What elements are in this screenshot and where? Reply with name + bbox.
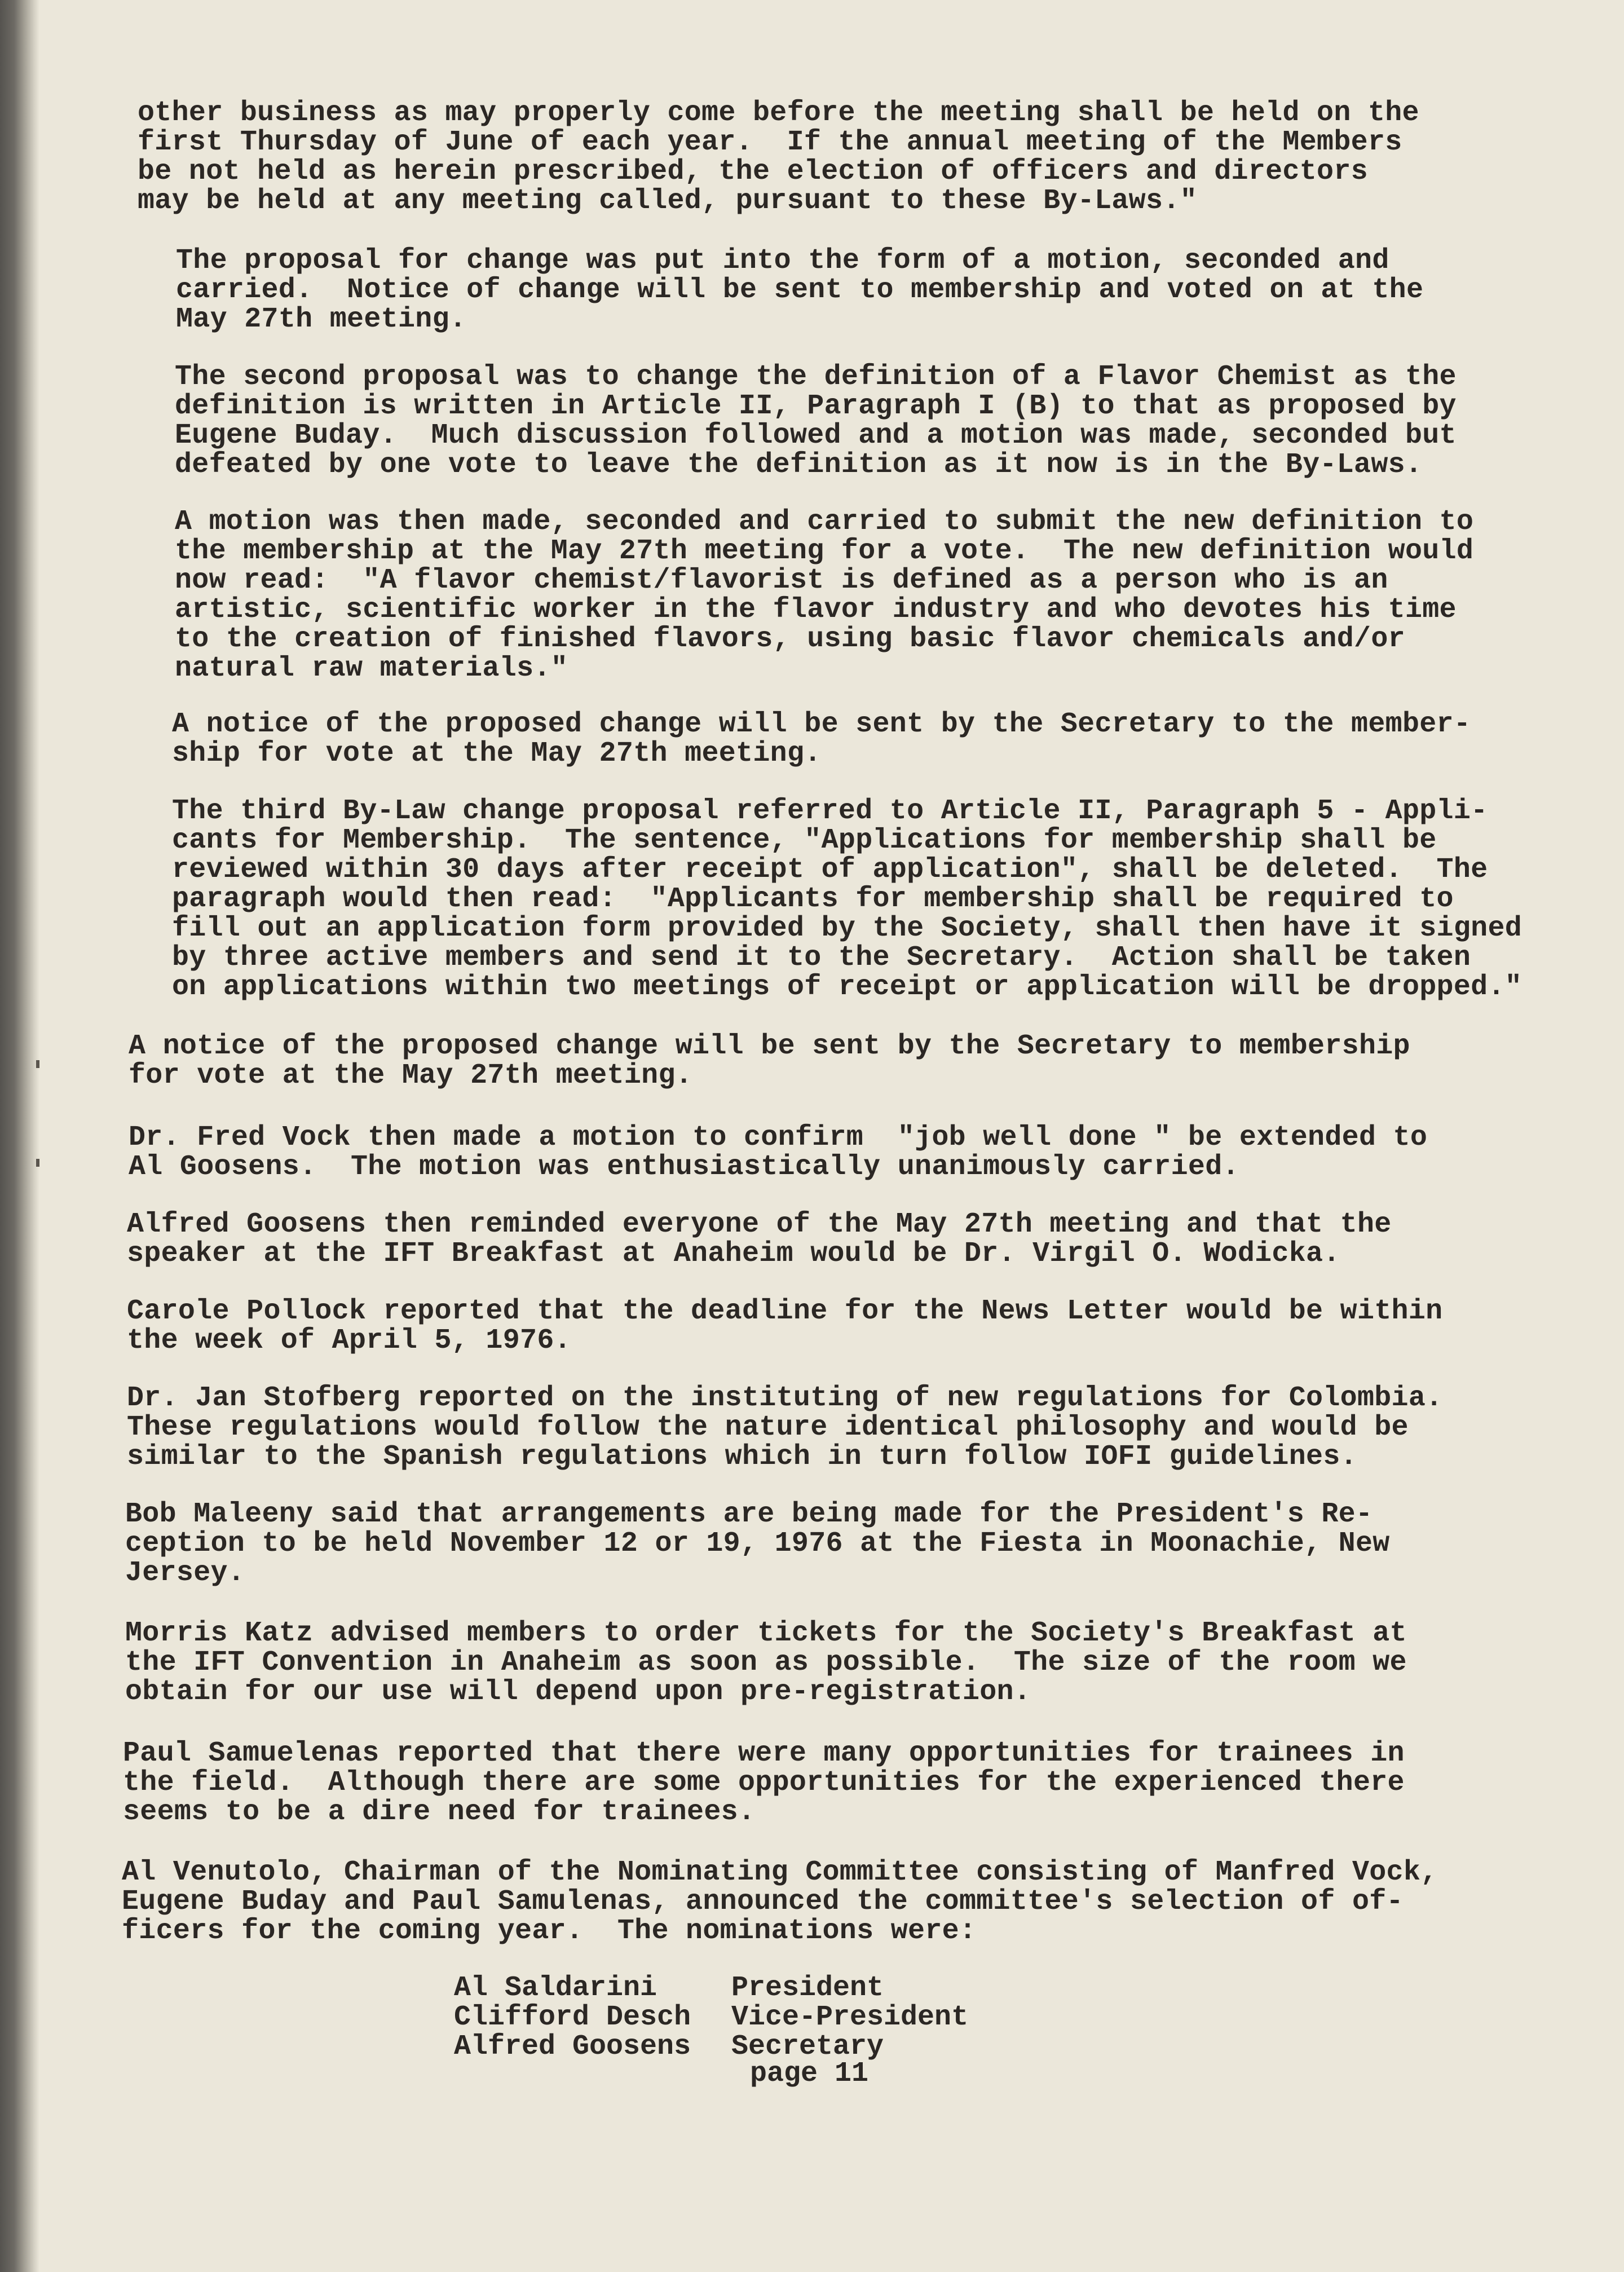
text-line: Bob Maleeny said that arrangements are being made for the President's Re- <box>125 1498 1373 1530</box>
text-line: The proposal for change was put into the form of a motion, seconded and <box>176 245 1389 277</box>
nominee-office: President <box>731 1972 884 2004</box>
paragraph <box>175 363 1457 480</box>
text-line: Eugene Buday. Much discussion followed and a motion was made, seconded but <box>175 420 1457 452</box>
text-line: Carole Pollock reported that the deadline for the News Letter would be within <box>127 1295 1443 1327</box>
nomination-row <box>454 2032 968 2062</box>
text-line: paragraph would then read: "Applicants for membership shall be required to <box>172 883 1454 915</box>
text-line: for vote at the May 27th meeting. <box>129 1060 693 1092</box>
text-line: first Thursday of June of each year. If the annual meeting of the Members <box>138 126 1402 158</box>
text-line: reviewed within 30 days after receipt of application", shall be deleted. The <box>172 854 1488 886</box>
text-line: A motion was then made, seconded and carried to submit the new definition to <box>175 506 1474 538</box>
text-line: These regulations would follow the nature identical philosophy and would be <box>127 1411 1409 1444</box>
paragraph <box>127 1297 1442 1356</box>
text-line: cants for Membership. The sentence, "Applications for membership shall be <box>172 824 1437 857</box>
text-line: The third By-Law change proposal referred to Article II, Paragraph 5 - Appli- <box>172 795 1488 827</box>
text-line: by three active members and send it to the Secretary. Action shall be taken <box>172 942 1471 974</box>
text-line: on applications within two meetings of receipt or application will be dropped." <box>172 971 1522 1003</box>
text-line: The second proposal was to change the definition of a Flavor Chemist as the <box>175 361 1457 393</box>
nomination-row <box>454 1974 968 2003</box>
text-line: the IFT Convention in Anaheim as soon as possible. The size of the room we <box>125 1647 1407 1679</box>
nominations-list <box>454 1974 968 2062</box>
text-line: the field. Although there are some opportunities for the experienced there <box>123 1767 1405 1799</box>
text-line: artistic, scientific worker in the flavor industry and who devotes his time <box>175 594 1457 626</box>
text-line: speaker at the IFT Breakfast at Anaheim would be Dr. Virgil O. Wodicka. <box>127 1238 1340 1270</box>
paragraph <box>122 1858 1437 1946</box>
text-line: the week of April 5, 1976. <box>127 1325 571 1357</box>
text-line: Al Goosens. The motion was enthusiastically unanimously carried. <box>129 1151 1239 1183</box>
text-line: Dr. Fred Vock then made a motion to confirm "job well done " be extended to <box>129 1122 1428 1154</box>
text-line: to the creation of finished flavors, using basic flavor chemicals and/or <box>175 623 1405 655</box>
text-line: the membership at the May 27th meeting for a vote. The new definition would <box>175 535 1474 567</box>
nominee-office: Vice-President <box>731 2001 969 2033</box>
text-line: Dr. Jan Stofberg reported on the instituting of new regulations for Colombia. <box>127 1382 1443 1414</box>
text-line: ship for vote at the May 27th meeting. <box>172 738 822 770</box>
text-line: Alfred Goosens then reminded everyone of the May 27th meeting and that the <box>127 1208 1392 1241</box>
text-line: ception to be held November 12 or 19, 1976 at the Fiesta in Moonachie, New <box>125 1528 1390 1560</box>
binding-staple-mark <box>36 1159 39 1167</box>
paragraph <box>125 1500 1390 1588</box>
text-line: ficers for the coming year. The nominations were: <box>122 1915 977 1947</box>
paragraph <box>172 797 1522 1002</box>
text-line: now read: "A flavor chemist/flavorist is defined as a person who is an <box>175 564 1388 597</box>
text-line: definition is written in Article II, Paragraph I (B) to that as proposed by <box>175 390 1457 422</box>
text-line: Al Venutolo, Chairman of the Nominating Committee consisting of Manfred Vock, <box>122 1856 1438 1889</box>
nominee-office: Secretary <box>731 2031 884 2063</box>
text-line: May 27th meeting. <box>176 303 467 336</box>
page-binding-edge <box>0 0 39 2272</box>
text-line: Paul Samuelenas reported that there were many opportunities for trainees in <box>123 1737 1405 1770</box>
text-line: may be held at any meeting called, pursuant to these By-Laws." <box>138 185 1197 217</box>
text-line: other business as may properly come before the meeting shall be held on the <box>138 97 1419 129</box>
paragraph <box>172 710 1471 769</box>
binding-staple-mark <box>36 1060 39 1068</box>
nominee-name: Alfred Goosens <box>454 2031 691 2063</box>
text-line: seems to be a dire need for trainees. <box>123 1796 756 1828</box>
text-line: fill out an application form provided by the Society, shall then have it signed <box>172 912 1522 945</box>
text-line: defeated by one vote to leave the definition as it now is in the By-Laws. <box>175 449 1423 481</box>
text-line: natural raw materials." <box>175 652 568 685</box>
text-line: carried. Notice of change will be sent to membership and voted on at the <box>176 274 1424 306</box>
text-line: Eugene Buday and Paul Samulenas, announced the committee's selection of of- <box>122 1886 1404 1918</box>
paragraph <box>129 1032 1410 1091</box>
paragraph <box>127 1384 1442 1472</box>
paragraph <box>125 1619 1407 1707</box>
paragraph <box>175 508 1473 683</box>
paragraph <box>123 1739 1405 1827</box>
nomination-row <box>454 2003 968 2032</box>
nominee-name: Al Saldarini <box>454 1972 657 2004</box>
text-line: Morris Katz advised members to order tickets for the Society's Breakfast at <box>125 1617 1407 1649</box>
nominee-name: Clifford Desch <box>454 2001 691 2033</box>
paragraph <box>129 1123 1427 1182</box>
text-line: obtain for our use will depend upon pre-registration. <box>125 1676 1031 1708</box>
paragraph <box>176 246 1423 334</box>
text-line: similar to the Spanish regulations which in turn follow IOFI guidelines. <box>127 1441 1357 1473</box>
text-line: A notice of the proposed change will be sent by the Secretary to the member- <box>172 708 1471 740</box>
text-line: be not held as herein prescribed, the election of officers and directors <box>138 156 1368 188</box>
text-line: A notice of the proposed change will be sent by the Secretary to membership <box>129 1030 1410 1062</box>
text-line: Jersey. <box>125 1557 245 1589</box>
page-number: page 11 <box>750 2058 869 2090</box>
paragraph <box>127 1210 1392 1269</box>
paragraph <box>138 99 1419 216</box>
